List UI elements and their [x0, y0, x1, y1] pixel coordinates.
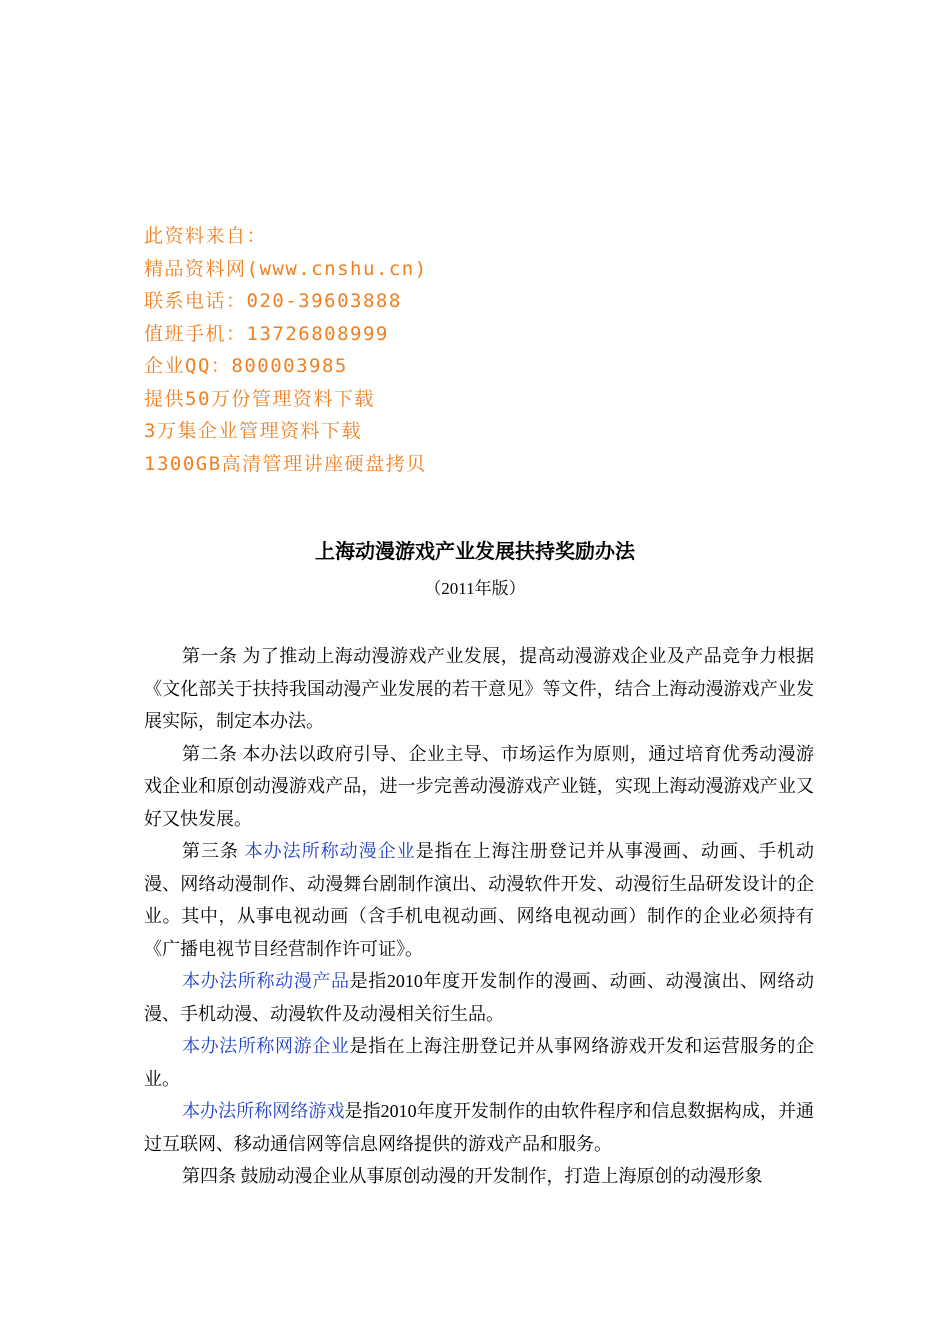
article-paragraph [144, 640, 814, 738]
document-body [144, 640, 814, 1193]
source-info-block [144, 220, 428, 480]
article-paragraph [144, 1160, 814, 1193]
article-paragraph [144, 1030, 814, 1095]
article-number: 第一条 [182, 646, 243, 666]
article-paragraph [144, 965, 814, 1030]
definition-term: 本办法所称动漫企业 [244, 841, 416, 861]
definition-term: 本办法所称网络游戏 [182, 1101, 345, 1121]
article-paragraph [144, 738, 814, 836]
promo-line: 企业QQ：800003985 [144, 355, 348, 377]
document-subtitle: （2011年版） [424, 579, 526, 598]
article-text: 是指2010年度开发制作的由软件程序和信息数据构成，并通过互联网、移动通信网等信息网络提供的游戏产品和服务。 [144, 1101, 814, 1154]
article-text: 是指2010年度开发制作的漫画、动画、动漫演出、网络动漫、手机动漫、动漫软件及动漫相关衍生品。 [144, 971, 814, 1024]
promo-line: 此资料来自： [144, 225, 268, 247]
promo-line: 3万集企业管理资料下载 [144, 420, 362, 442]
article-number: 第四条 [182, 1166, 241, 1186]
article-text: 鼓励动漫企业从事原创动漫的开发制作，打造上海原创的动漫形象 [240, 1166, 763, 1186]
definition-term: 本办法所称动漫产品 [182, 971, 350, 991]
article-number: 第三条 [182, 841, 245, 861]
promo-line: 联系电话：020-39603888 [144, 290, 402, 312]
article-paragraph [144, 835, 814, 965]
promo-line: 精品资料网(www.cnshu.cn) [144, 257, 428, 280]
article-text: 为了推动上海动漫游戏产业发展，提高动漫游戏企业及产品竞争力根据《文化部关于扶持我国动漫产业发展的若干意见》等文件，结合上海动漫游戏产业发展实际，制定本办法。 [144, 646, 815, 731]
article-text: 是指在上海注册登记并从事漫画、动画、手机动漫、网络动漫制作、动漫舞台剧制作演出、动漫软件开发、动漫衍生品研发设计的企业。其中，从事电视动画（含手机电视动画、网络电视动画）制作的企业必须持有《广播电视节目经营制作许可证》。 [144, 841, 815, 959]
article-text: 本办法以政府引导、企业主导、市场运作为原则，通过培育优秀动漫游戏企业和原创动漫游戏产品，进一步完善动漫游戏产业链，实现上海动漫游戏产业又好又快发展。 [144, 743, 815, 829]
document-title: 上海动漫游戏产业发展扶持奖励办法 [315, 539, 635, 563]
definition-term: 本办法所称网游企业 [182, 1036, 350, 1056]
promo-line: 值班手机：13726808999 [144, 322, 389, 345]
article-text: 是指在上海注册登记并从事网络游戏开发和运营服务的企业。 [144, 1036, 815, 1089]
article-paragraph [144, 1095, 814, 1160]
article-number: 第二条 [182, 743, 243, 764]
promo-line: 1300GB高清管理讲座硬盘拷贝 [144, 452, 427, 475]
promo-line: 提供50万份管理资料下载 [144, 387, 375, 410]
